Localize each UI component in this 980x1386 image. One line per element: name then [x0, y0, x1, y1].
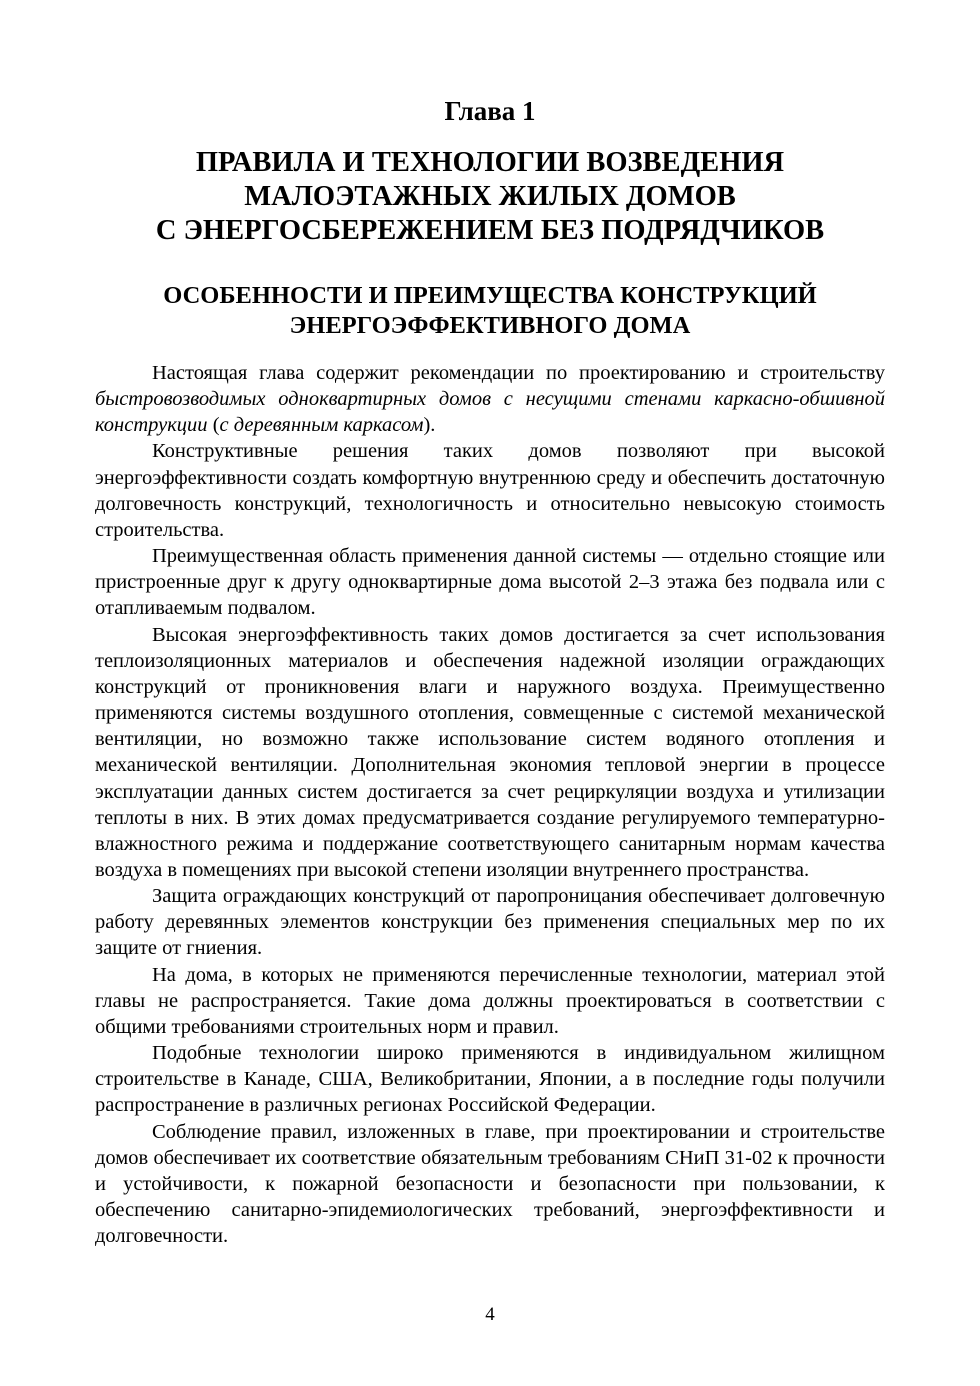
- chapter-label: Глава 1: [444, 96, 536, 126]
- paragraph-emphasis: быстровозводимых одноквартирных домов с несущими стенами каркасно-обшивной конструкции: [95, 388, 885, 437]
- section-title-line: ОСОБЕННОСТИ И ПРЕИМУЩЕСТВА КОНСТРУКЦИЙ: [163, 282, 817, 309]
- body-text: [95, 360, 885, 1249]
- chapter-title-line: С ЭНЕРГОСБЕРЕЖЕНИЕМ БЕЗ ПОДРЯДЧИКОВ: [155, 215, 825, 246]
- paragraph-usage-regions: Подобные технологии широко применяются в индивидуальном жилищном строительстве в Канаде, США, Великобритании, Японии, а в последние годы получили распространение в различных регионах Российской Федерации.: [95, 1042, 885, 1117]
- paragraph-text: ).: [423, 414, 436, 437]
- section-title-line: ЭНЕРГОЭФФЕКТИВНОГО ДОМА: [289, 312, 691, 339]
- paragraph-energy-efficiency: Высокая энергоэффективность таких домов достигается за счет использования теплоизоляционных материалов и обеспечения надежной изоляции ограждающих конструкций от проникновения влаги и наружного воздуха. Преимущественно применяются системы воздушного отопления, совмещенные с системой механической вентиляции, но возможно также использование систем водяного отопления и механической вентиляции. Дополнительная экономия тепловой энергии в процессе эксплуатации данных систем достигается за счет рециркуляции воздуха и утилизации теплоты в них. В этих домах предусматривается создание регулируемого температурно-влажностного режима и поддержание соответствующего санитарным нормам качества воздуха в помещениях при высокой степени изоляции внутреннего пространства.: [95, 623, 885, 881]
- paragraph-emphasis: с деревянным каркасом: [219, 414, 424, 437]
- paragraph-intro: [95, 360, 885, 438]
- paragraph-vapor-protection: Защита ограждающих конструкций от паропроницания обеспечивает долговечную работу деревянных элементов конструкции без применения специальных мер по их защите от гниения.: [95, 885, 885, 960]
- chapter-title-line: МАЛОЭТАЖНЫХ ЖИЛЫХ ДОМОВ: [244, 181, 736, 212]
- paragraph-scope-limits: На дома, в которых не применяются перечисленные технологии, материал этой главы не распространяется. Такие дома должны проектироваться в соответствии с общими требованиями строительных норм и правил.: [95, 963, 885, 1038]
- section-title: [95, 281, 885, 341]
- page-number: 4: [485, 1304, 495, 1325]
- paragraph-text: (: [207, 414, 220, 437]
- paragraph-design-solutions: Конструктивные решения таких домов позволяют при высокой энергоэффективности создать комфортную внутреннюю среду и обеспечить достаточную долговечность конструкций, технологичность и относительно невысокую стоимость строительства.: [95, 440, 885, 541]
- paragraph-compliance: Соблюдение правил, изложенных в главе, при проектировании и строительстве домов обеспечивает их соответствие обязательным требованиям СНиП 31-02 к прочности и устойчивости, к пожарной безопасности и безопасности при пользовании, к обеспечению санитарно-эпидемиологических требований, энергоэффективности и долговечности.: [95, 1120, 885, 1248]
- chapter-title-line: ПРАВИЛА И ТЕХНОЛОГИИ ВОЗВЕДЕНИЯ: [195, 147, 785, 178]
- paragraph-application-area: Преимущественная область применения данной системы — отдельно стоящие или пристроенные друг к другу одноквартирные дома высотой 2–3 этажа без подвала или с отапливаемым подвалом.: [95, 545, 885, 620]
- paragraph-text: Настоящая глава содержит рекомендации по проектированию и строительству: [152, 362, 885, 384]
- chapter-title: [95, 146, 885, 248]
